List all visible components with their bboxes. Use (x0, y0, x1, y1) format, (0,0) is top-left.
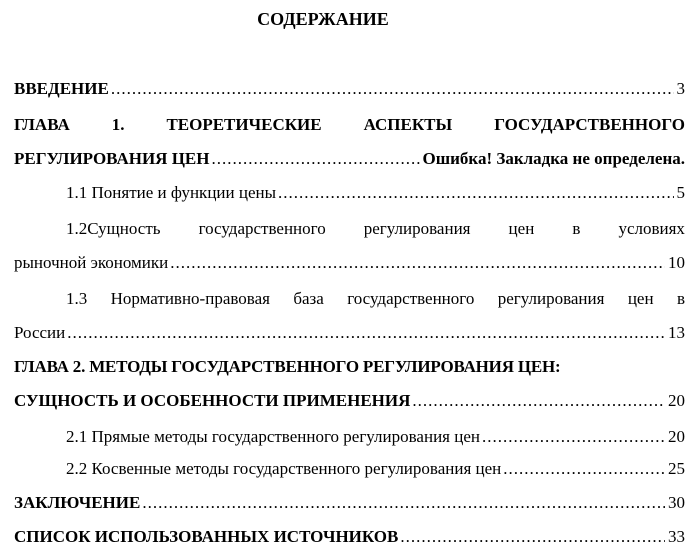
toc-entry-label: РЕГУЛИРОВАНИЯ ЦЕН (14, 149, 210, 168)
word: цен (508, 219, 535, 238)
word: база (293, 289, 324, 308)
dot-leader (67, 322, 665, 344)
word: государственного (198, 219, 326, 238)
toc-entry-1-2-line1[interactable] (66, 218, 685, 240)
toc-page-number: 25 (668, 459, 685, 478)
toc-entry-1-3-line1[interactable] (66, 288, 685, 310)
toc-entry-label: рыночной экономики (14, 253, 169, 272)
toc-entry-2-1[interactable] (66, 426, 685, 448)
word: ТЕОРЕТИЧЕСКИЕ (166, 115, 322, 134)
word: 1.2Сущность (66, 219, 161, 238)
dot-leader (503, 458, 665, 480)
dot-leader (482, 426, 665, 448)
word: 1.3 (66, 289, 88, 308)
toc-entry-2-2[interactable] (66, 458, 685, 480)
toc-page-number: 30 (668, 493, 685, 512)
toc-entry-label: СПИСОК ИСПОЛЬЗОВАННЫХ ИСТОЧНИКОВ (14, 527, 399, 546)
toc-entry-intro[interactable] (14, 78, 685, 100)
word: условиях (618, 219, 685, 238)
toc-page-number: 33 (668, 527, 685, 546)
toc-entry-label: 2.1 Прямые методы государственного регулирования цен (66, 427, 480, 446)
toc-entry-chapter1-line2[interactable] (14, 148, 685, 170)
word: Нормативно-правовая (110, 289, 270, 308)
toc-entry-1-2-line2[interactable] (14, 252, 685, 274)
word: ГОСУДАРСТВЕННОГО (494, 115, 685, 134)
toc-entry-label: СУЩНОСТЬ И ОСОБЕННОСТИ ПРИМЕНЕНИЯ (14, 391, 411, 410)
toc-entry-label: России (14, 323, 66, 342)
toc-entry-chapter2-line1[interactable]: ГЛАВА 2. МЕТОДЫ ГОСУДАРСТВЕННОГО РЕГУЛИРОВАНИЯ ЦЕН: (14, 357, 561, 376)
toc-page-number: 20 (668, 427, 685, 446)
toc-entry-label: 2.2 Косвенные методы государственного регулирования цен (66, 459, 502, 478)
word: в (572, 219, 581, 238)
word: в (676, 289, 685, 308)
word: 1. (111, 115, 125, 134)
toc-page-number: 3 (676, 79, 685, 98)
toc-entry-label: ВВЕДЕНИЕ (14, 79, 109, 98)
toc-entry-chapter2-line2[interactable] (14, 390, 685, 412)
toc-page-number: 20 (668, 391, 685, 410)
toc-page-number: 13 (668, 323, 685, 342)
toc-entry-conclusion[interactable] (14, 492, 685, 514)
word: цен (627, 289, 654, 308)
word: регулирования (363, 219, 471, 238)
word: государственного (347, 289, 475, 308)
toc-entry-chapter1-line1[interactable] (14, 114, 685, 136)
dot-leader (170, 252, 665, 274)
dot-leader (412, 390, 665, 412)
dot-leader (400, 526, 665, 548)
dot-leader (111, 78, 674, 100)
toc-page-number: 5 (676, 183, 685, 202)
toc-page-number: 10 (668, 253, 685, 272)
toc-entry-1-1[interactable] (66, 182, 685, 204)
dot-leader (211, 148, 419, 170)
toc-title: СОДЕРЖАНИЕ (257, 9, 389, 29)
toc-entry-sources[interactable] (14, 526, 685, 548)
word: регулирования (497, 289, 605, 308)
word: АСПЕКТЫ (363, 115, 453, 134)
toc-entry-label: 1.1 Понятие и функции цены (66, 183, 277, 202)
dot-leader (278, 182, 673, 204)
toc-entry-label: ЗАКЛЮЧЕНИЕ (14, 493, 141, 512)
dot-leader (142, 492, 665, 514)
word: ГЛАВА (14, 115, 70, 134)
bookmark-error-text: Ошибка! Закладка не определена. (422, 149, 685, 168)
toc-entry-1-3-line2[interactable] (14, 322, 685, 344)
